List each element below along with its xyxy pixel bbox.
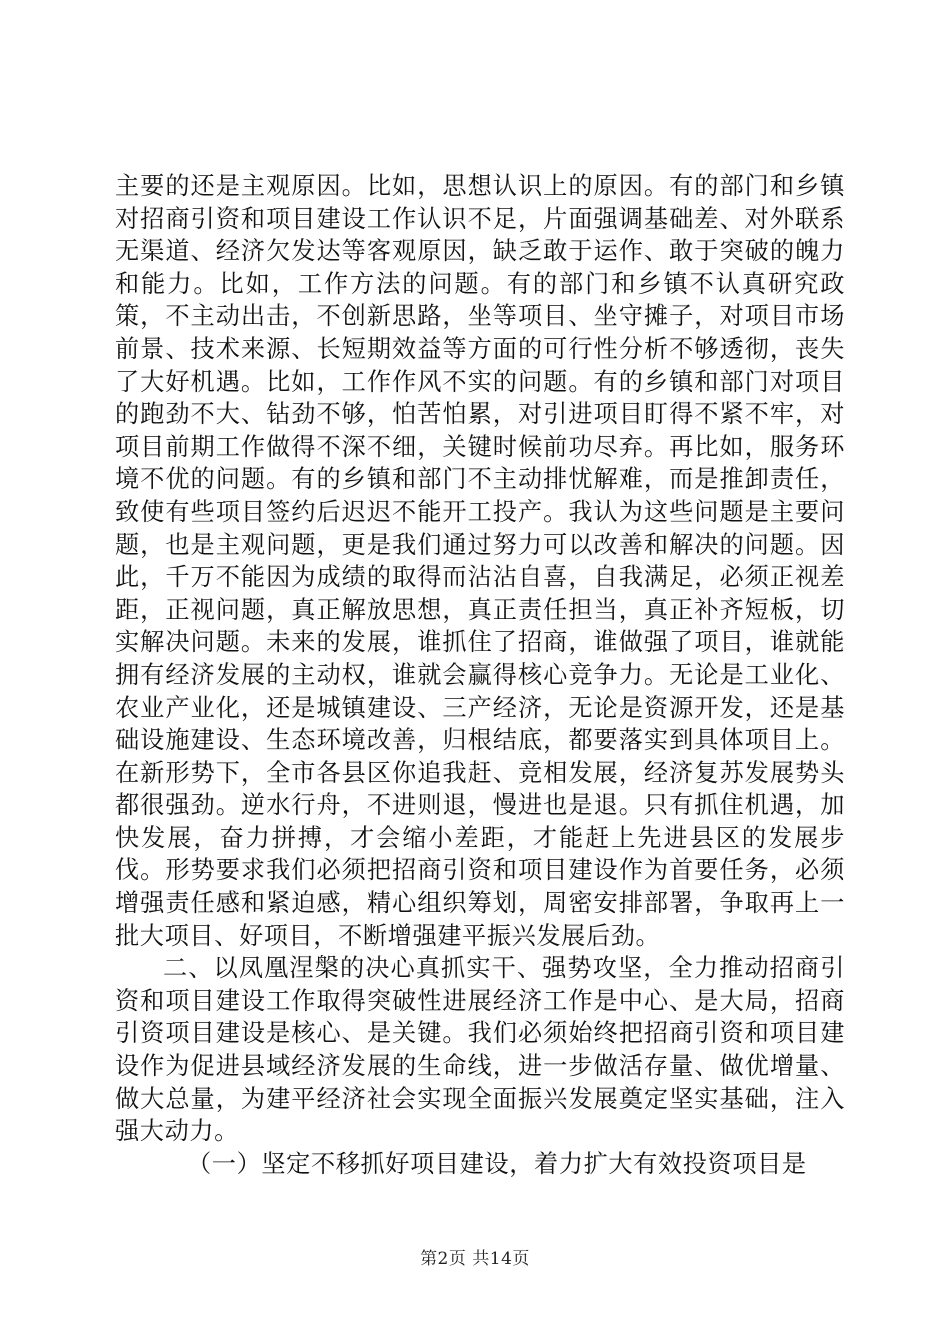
- document-body: [115, 170, 845, 1180]
- paragraph-causes: 主要的还是主观原因。比如，思想认识上的原因。有的部门和乡镇对招商引资和项目建设工作认识不足，片面强调基础差、对外联系无渠道、经济欠发达等客观原因，缺乏敢于运作、敢于突破的魄力和能力。比如，工作方法的问题。有的部门和乡镇不认真研究政策，不主动出击，不创新思路，坐等项目、坐守摊子，对项目市场前景、技术来源、长短期效益等方面的可行性分析不够透彻，丧失了大好机遇。比如，工作作风不实的问题。有的乡镇和部门对项目的跑劲不大、钻劲不够，怕苦怕累，对引进项目盯得不紧不牢，对项目前期工作做得不深不细，关键时候前功尽弃。再比如，服务环境不优的问题。有的乡镇和部门不主动排忧解难，而是推卸责任，致使有些项目签约后迟迟不能开工投产。我认为这些问题是主要问题，也是主观问题，更是我们通过努力可以改善和解决的问题。因此，千万不能因为成绩的取得而沾沾自喜，自我满足，必须正视差距，正视问题，真正解放思想，真正责任担当，真正补齐短板，切实解决问题。未来的发展，谁抓住了招商，谁做强了项目，谁就能拥有经济发展的主动权，谁就会赢得核心竞争力。无论是工业化、农业产业化，还是城镇建设、三产经济，无论是资源开发，还是基础设施建设、生态环境改善，归根结底，都要落实到具体项目上。在新形势下，全市各县区你追我赶、竞相发展，经济复苏发展势头都很强劲。逆水行舟，不进则退，慢进也是退。只有抓住机遇，加快发展，奋力拼搏，才会缩小差距，才能赶上先进县区的发展步伐。形势要求我们必须把招商引资和项目建设作为首要任务，必须增强责任感和紧迫感，精心组织筹划，周密安排部署，争取再上一批大项目、好项目，不断增强建平振兴发展后劲。: [115, 172, 845, 950]
- page-number-footer: 第2页 共14页: [420, 1249, 530, 1269]
- paragraph-subsection-one: （一）坚定不移抓好项目建设，着力扩大有效投资项目是: [187, 1149, 807, 1178]
- paragraph-section-two: 二、以凤凰涅槃的决心真抓实干、强势攻坚，全力推动招商引资和项目建设工作取得突破性进展经济工作是中心、是大局，招商引资项目建设是核心、是关键。我们必须始终把招商引资和项目建设作为促进县域经济发展的生命线，进一步做活存量、做优增量、做大总量，为建平经济社会实现全面振兴发展奠定坚实基础，注入强大动力。: [115, 954, 845, 1146]
